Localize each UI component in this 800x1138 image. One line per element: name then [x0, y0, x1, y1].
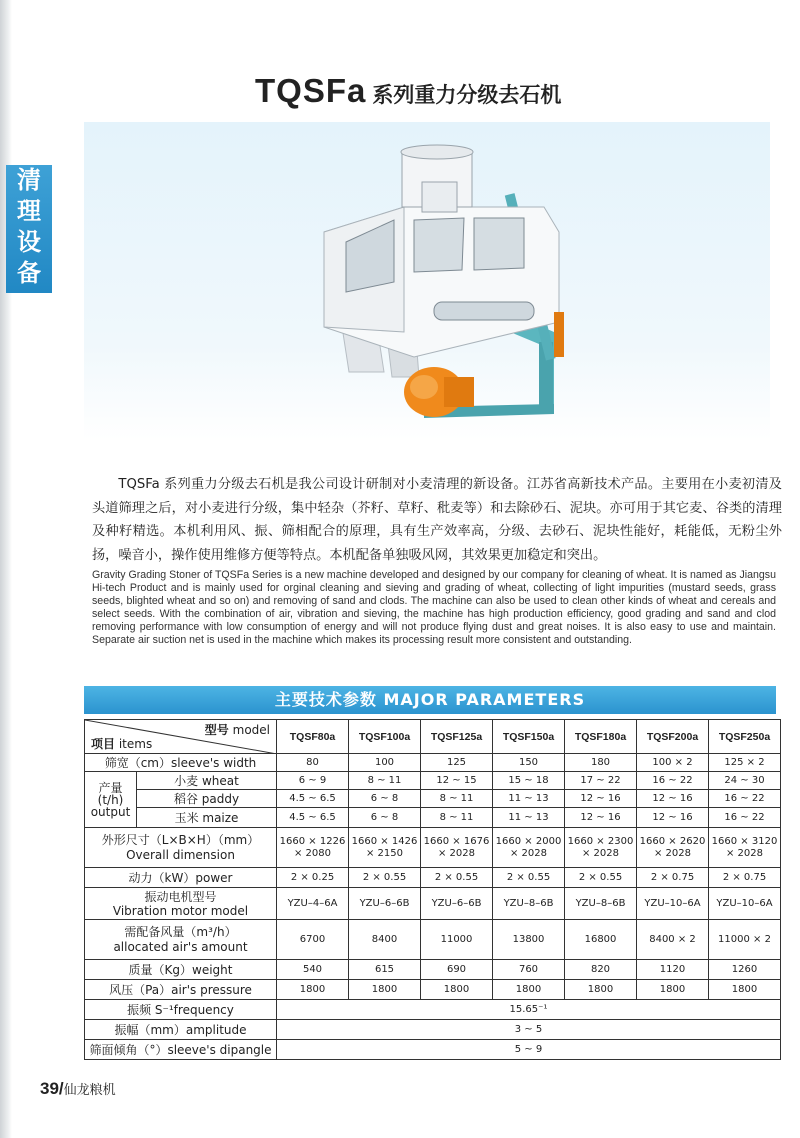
table-cell: 4.5 ~ 6.5	[277, 808, 349, 828]
motor-label-en: Vibration motor model	[112, 903, 249, 918]
table-row-frequency	[85, 1000, 781, 1020]
table-cell: 820	[565, 960, 637, 980]
table-row-amplitude	[85, 1020, 781, 1040]
table-cell: 760	[493, 960, 565, 980]
model-header: TQSF100a	[349, 720, 421, 754]
table-cell: 15 ~ 18	[493, 772, 565, 790]
model-header: TQSF80a	[277, 720, 349, 754]
table-cell: 2 × 0.25	[277, 868, 349, 888]
table-cell: 125	[421, 754, 493, 772]
table-cell: 6 ~ 8	[349, 808, 421, 828]
section-tab-char: 备	[17, 259, 41, 287]
table-cell: 1800	[421, 980, 493, 1000]
table-cell: 1800	[493, 980, 565, 1000]
table-cell: YZU–10–6A	[709, 888, 781, 920]
row-label: 质量（Kg）weight	[85, 960, 277, 980]
table-cell: 615	[349, 960, 421, 980]
machine-photo	[84, 122, 770, 440]
row-label-air	[85, 920, 277, 960]
table-cell: 13800	[493, 920, 565, 960]
row-label-motor	[85, 888, 277, 920]
table-cell: 150	[493, 754, 565, 772]
table-row-wheat	[85, 772, 781, 790]
table-row-dipangle	[85, 1040, 781, 1060]
motor-label-cn: 振动电机型号	[144, 889, 217, 904]
stoner-machine-illustration	[84, 122, 770, 440]
table-cell: 1800	[637, 980, 709, 1000]
title-model: TQSFa	[255, 72, 367, 109]
table-row-air	[85, 920, 781, 960]
table-cell: 8400	[349, 920, 421, 960]
table-row-maize	[85, 808, 781, 828]
row-label-dimension	[85, 828, 277, 868]
table-cell: 12 ~ 16	[565, 808, 637, 828]
table-cell: 6700	[277, 920, 349, 960]
table-cell: 8 ~ 11	[421, 790, 493, 808]
table-row-weight	[85, 960, 781, 980]
row-label: 小麦 wheat	[137, 772, 277, 790]
table-cell: 12 ~ 15	[421, 772, 493, 790]
table-cell: YZU–8–6B	[565, 888, 637, 920]
table-cell-dimension: 1660 × 2300 × 2028	[565, 828, 637, 868]
row-label: 筛面倾角（°）sleeve's dipangle	[85, 1040, 277, 1060]
page-footer	[40, 1079, 116, 1099]
row-label: 玉米 maize	[137, 808, 277, 828]
table-row-dimension	[85, 828, 781, 868]
table-cell-dimension: 1660 × 1426 × 2150	[349, 828, 421, 868]
row-label: 风压（Pa）air's pressure	[85, 980, 277, 1000]
table-cell: 17 ~ 22	[565, 772, 637, 790]
table-cell: YZU–4–6A	[277, 888, 349, 920]
table-cell: 8 ~ 11	[421, 808, 493, 828]
table-cell: 540	[277, 960, 349, 980]
section-tab-char: 设	[17, 228, 41, 256]
parameters-banner	[84, 686, 776, 714]
table-cell: 690	[421, 960, 493, 980]
table-cell-dimension: 1660 × 1226 × 2080	[277, 828, 349, 868]
table-cell: 2 × 0.75	[709, 868, 781, 888]
table-cell: 6 ~ 9	[277, 772, 349, 790]
table-cell: 4.5 ~ 6.5	[277, 790, 349, 808]
table-cell: 80	[277, 754, 349, 772]
table-cell: 125 × 2	[709, 754, 781, 772]
table-cell: 11 ~ 13	[493, 790, 565, 808]
table-cell-dimension: 1660 × 1676 × 2028	[421, 828, 493, 868]
table-cell: 16 ~ 22	[637, 772, 709, 790]
table-cell: 11000	[421, 920, 493, 960]
table-row-paddy	[85, 790, 781, 808]
table-cell: 100	[349, 754, 421, 772]
output-group-label	[85, 772, 137, 828]
table-cell: 2 × 0.55	[493, 868, 565, 888]
section-tab	[6, 165, 52, 293]
air-label-cn: 需配备风量（m³/h）	[124, 925, 237, 939]
table-cell: 1800	[349, 980, 421, 1000]
intro-english: Gravity Grading Stoner of TQSFa Series is a new machine developed and designed by our company for cleaning of wheat. It is named as Jiangsu Hi-tech Product and is mainly used for orginal cleaning and sieving and grading of wheat, collecting of light impurities (mustard seeds, grass seeds, blighted wheat and so on) and removing of sand and clods. The machine can also be used to clean other kinds of wheat and cereals and select seeds. With the combination of air, vibration and sieving, the machine has high production efficiency, good grading and sand and clod removing performance with low consumption of energy and will not produce flying dust and great noises. It is also easy to use and maintain. Separate air suction net is used in the machine which makes its processing result more consistent and outstanding.	[92, 569, 776, 646]
table-row-power	[85, 868, 781, 888]
parameters-heading: 主要技术参数 MAJOR PARAMETERS	[274, 690, 586, 709]
title-name: 系列重力分级去石机	[372, 83, 562, 107]
table-cell: 1800	[709, 980, 781, 1000]
table-header-row	[85, 720, 781, 754]
table-cell: 1120	[637, 960, 709, 980]
table-cell: 8 ~ 11	[349, 772, 421, 790]
output-label-en: output	[90, 804, 131, 819]
dimension-label-cn: 外形尺寸（L×B×H）（mm）	[101, 833, 260, 847]
section-tab-char: 清	[17, 166, 41, 194]
table-cell-merged: 3 ~ 5	[277, 1020, 781, 1040]
footer-slash: /	[58, 1079, 64, 1098]
table-cell: 2 × 0.55	[565, 868, 637, 888]
row-label: 振频 S⁻¹frequency	[85, 1000, 277, 1020]
model-header: TQSF180a	[565, 720, 637, 754]
table-cell: 16800	[565, 920, 637, 960]
air-label-en: allocated air's amount	[113, 940, 248, 954]
row-label: 振幅（mm）amplitude	[85, 1020, 277, 1040]
table-cell: 16 ~ 22	[709, 790, 781, 808]
page-title	[255, 72, 561, 110]
dimension-label-en: Overall dimension	[126, 848, 235, 862]
table-cell: 11 ~ 13	[493, 808, 565, 828]
table-cell: 1800	[277, 980, 349, 1000]
table-cell: 6 ~ 8	[349, 790, 421, 808]
table-cell: YZU–6–6B	[421, 888, 493, 920]
corner-cell	[85, 720, 277, 754]
corner-items-label: 项目 items	[91, 737, 153, 751]
table-row-motor	[85, 888, 781, 920]
table-cell: YZU–10–6A	[637, 888, 709, 920]
output-label-cn: 产量	[98, 780, 123, 795]
table-cell: 100 × 2	[637, 754, 709, 772]
table-cell: 8400 × 2	[637, 920, 709, 960]
table-cell: YZU–6–6B	[349, 888, 421, 920]
row-label: 筛宽（cm）sleeve's width	[85, 754, 277, 772]
table-cell: YZU–8–6B	[493, 888, 565, 920]
corner-model-label: 型号 model	[204, 723, 270, 737]
table-cell-merged: 15.65⁻¹	[277, 1000, 781, 1020]
table-row-pressure	[85, 980, 781, 1000]
table-cell: 11000 × 2	[709, 920, 781, 960]
table-cell-dimension: 1660 × 3120 × 2028	[709, 828, 781, 868]
model-header: TQSF125a	[421, 720, 493, 754]
table-cell: 12 ~ 16	[637, 808, 709, 828]
table-cell: 12 ~ 16	[565, 790, 637, 808]
table-row-width	[85, 754, 781, 772]
footer-brand: 仙龙粮机	[63, 1083, 116, 1098]
row-label: 稻谷 paddy	[137, 790, 277, 808]
table-cell: 16 ~ 22	[709, 808, 781, 828]
table-cell: 2 × 0.55	[349, 868, 421, 888]
table-cell: 180	[565, 754, 637, 772]
parameters-table	[84, 719, 781, 1060]
row-label: 动力（kW）power	[85, 868, 277, 888]
model-header: TQSF250a	[709, 720, 781, 754]
model-header: TQSF150a	[493, 720, 565, 754]
table-cell-dimension: 1660 × 2000 × 2028	[493, 828, 565, 868]
intro-chinese: TQSFa 系列重力分级去石机是我公司设计研制对小麦清理的新设备。江苏省高新技术产品。主要用在小麦初清及头道筛理之后，对小麦进行分级，集中轻杂（芥籽、草籽、秕麦等）和去除砂石、泥块。亦可用于其它麦、谷类的清理及种籽精选。本机利用风、振、筛相配合的原理，具有生产效率高，分级、去砂石、泥块性能好，耗能低，无粉尘外扬，噪音小，操作使用维修方便等特点。本机配备单独吸风网，其效果更加稳定和突出。	[92, 477, 782, 563]
table-cell: 1800	[565, 980, 637, 1000]
output-label-unit: (t/h)	[97, 792, 124, 807]
model-header: TQSF200a	[637, 720, 709, 754]
table-cell-merged: 5 ~ 9	[277, 1040, 781, 1060]
table-cell: 12 ~ 16	[637, 790, 709, 808]
page-number: 39	[40, 1079, 59, 1098]
table-cell: 1260	[709, 960, 781, 980]
table-cell: 2 × 0.55	[421, 868, 493, 888]
section-tab-char: 理	[17, 197, 41, 225]
table-cell: 2 × 0.75	[637, 868, 709, 888]
table-cell-dimension: 1660 × 2620 × 2028	[637, 828, 709, 868]
table-cell: 24 ~ 30	[709, 772, 781, 790]
